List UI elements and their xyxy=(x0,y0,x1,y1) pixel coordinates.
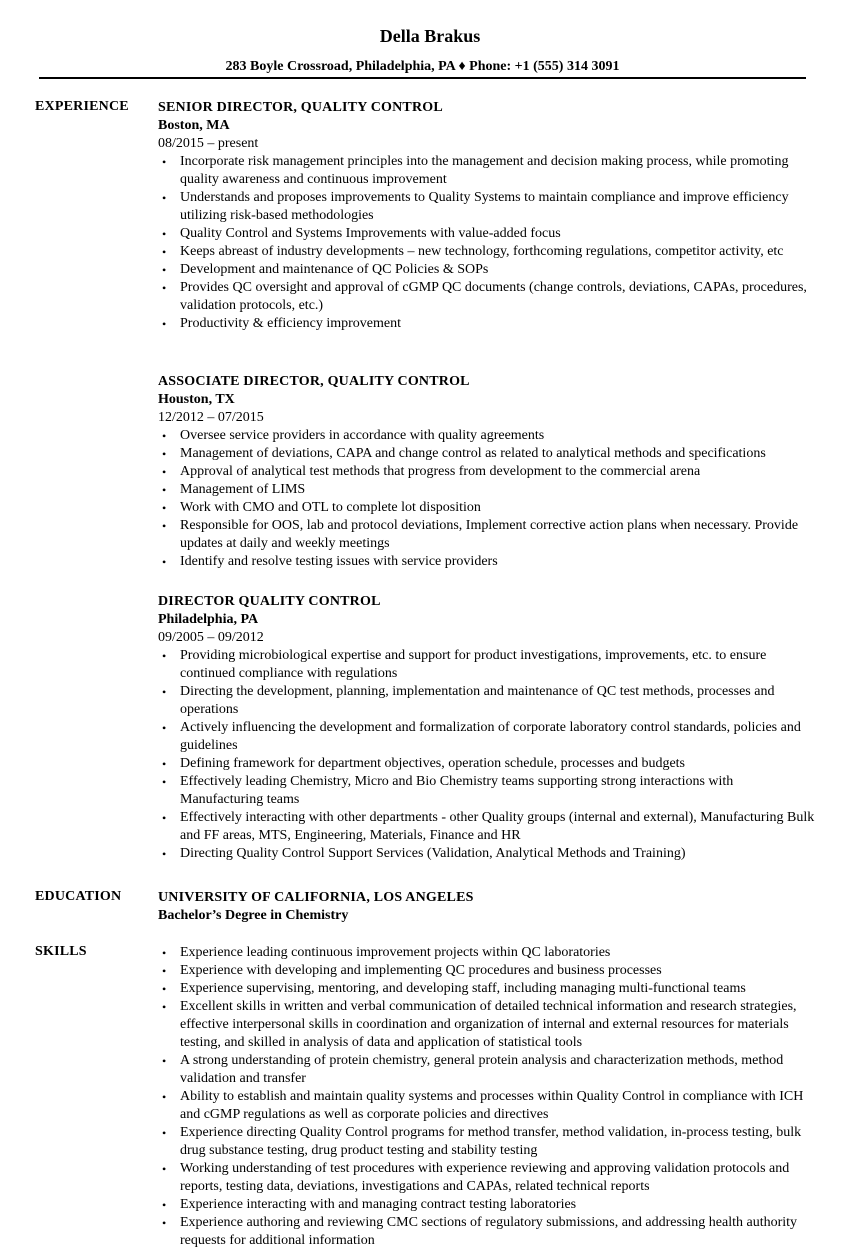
list-item: • Experience supervising, mentoring, and developing staff, including managing multi-functional teams xyxy=(158,980,818,998)
list-item: • Actively influencing the development and formalization of corporate laboratory control standards, policies and guidelines xyxy=(158,719,818,755)
list-item: • Experience authoring and reviewing CMC sections of regulatory submissions, and addressing health authority requests for additional information xyxy=(158,1214,818,1250)
list-item: • Defining framework for department objectives, operation schedule, processes and budgets xyxy=(158,755,818,773)
list-item: • Keeps abreast of industry developments – new technology, forthcoming regulations, competitor activity, etc xyxy=(158,243,818,261)
list-item: • Experience leading continuous improvement projects within QC laboratories xyxy=(158,944,818,962)
experience-entry xyxy=(158,99,818,333)
education-heading: EDUCATION xyxy=(35,889,122,904)
list-item: • Working understanding of test procedures with experience reviewing and approving validation protocols and reports, testing data, deviations, investigations and CAPAs, related technical reports xyxy=(158,1160,818,1196)
skills-entry xyxy=(158,944,818,1250)
job-dates: 08/2015 – present xyxy=(158,136,259,151)
list-item: • Oversee service providers in accordance with quality agreements xyxy=(158,427,818,445)
degree-name: Bachelor’s Degree in Chemistry xyxy=(158,908,349,923)
job-location: Houston, TX xyxy=(158,392,235,407)
list-item: • Understands and proposes improvements to Quality Systems to maintain compliance and improve efficiency utilizing risk-based methodologies xyxy=(158,189,818,225)
job-dates: 12/2012 – 07/2015 xyxy=(158,410,264,425)
job-title: ASSOCIATE DIRECTOR, QUALITY CONTROL xyxy=(158,374,470,389)
job-location: Boston, MA xyxy=(158,118,230,133)
list-item: • Directing Quality Control Support Services (Validation, Analytical Methods and Training) xyxy=(158,845,818,863)
list-item: • Effectively interacting with other departments - other Quality groups (internal and external), Manufacturing Bulk and FF areas, MTS, Engineering, Materials, Finance and HR xyxy=(158,809,818,845)
contact-line: 283 Boyle Crossroad, Philadelphia, PA ♦ Phone: +1 (555) 314 3091 xyxy=(225,59,620,74)
list-item: • Providing microbiological expertise and support for product investigations, improvements, etc. to ensure continued compliance with regulations xyxy=(158,647,818,683)
list-item: • Experience directing Quality Control programs for method transfer, method validation, in-process testing, bulk drug substance testing, drug product testing and stability testing xyxy=(158,1124,818,1160)
list-item: • Directing the development, planning, implementation and maintenance of QC test methods, processes and operations xyxy=(158,683,818,719)
skills-heading: SKILLS xyxy=(35,944,87,959)
list-item: • Responsible for OOS, lab and protocol deviations, Implement corrective action plans when necessary. Provide updates at daily and weekly meetings xyxy=(158,517,818,553)
list-item: • Identify and resolve testing issues with service providers xyxy=(158,553,818,571)
education-entry xyxy=(158,889,818,925)
job-title: SENIOR DIRECTOR, QUALITY CONTROL xyxy=(158,100,443,115)
list-item: • Work with CMO and OTL to complete lot disposition xyxy=(158,499,818,517)
job-location: Philadelphia, PA xyxy=(158,612,259,627)
candidate-name: Della Brakus xyxy=(379,26,481,46)
job-bullet-list xyxy=(158,647,818,863)
list-item: • Experience with developing and implementing QC procedures and business processes xyxy=(158,962,818,980)
list-item: • Productivity & efficiency improvement xyxy=(158,315,818,333)
experience-heading: EXPERIENCE xyxy=(35,99,129,114)
list-item: • Provides QC oversight and approval of cGMP QC documents (change controls, deviations, CAPAs, procedures, validation protocols, etc.) xyxy=(158,279,818,315)
job-dates: 09/2005 – 09/2012 xyxy=(158,630,264,645)
header-divider xyxy=(39,77,806,79)
list-item: • Management of deviations, CAPA and change control as related to analytical methods and specifications xyxy=(158,445,818,463)
experience-entry xyxy=(158,593,818,863)
list-item: • Approval of analytical test methods that progress from development to the commercial arena xyxy=(158,463,818,481)
skills-bullet-list xyxy=(158,944,818,1250)
list-item: • Excellent skills in written and verbal communication of detailed technical information and research strategies, effective interpersonal skills in coordination and organization of internal and external resources for materials testing, and skilled in analysis of data and application of statistical tools xyxy=(158,998,818,1052)
list-item: • Experience interacting with and managing contract testing laboratories xyxy=(158,1196,818,1214)
experience-entry xyxy=(158,373,818,571)
list-item: • Quality Control and Systems Improvements with value-added focus xyxy=(158,225,818,243)
job-title: DIRECTOR QUALITY CONTROL xyxy=(158,594,381,609)
job-bullet-list xyxy=(158,427,818,571)
list-item: • Development and maintenance of QC Policies & SOPs xyxy=(158,261,818,279)
list-item: • Management of LIMS xyxy=(158,481,818,499)
list-item: • Incorporate risk management principles into the management and decision making process, while promoting quality awareness and continuous improvement xyxy=(158,153,818,189)
list-item: • A strong understanding of protein chemistry, general protein analysis and characterization methods, method validation and transfer xyxy=(158,1052,818,1088)
school-name: UNIVERSITY OF CALIFORNIA, LOS ANGELES xyxy=(158,890,474,905)
list-item: • Ability to establish and maintain quality systems and processes within Quality Control in compliance with ICH and cGMP regulations as well as corporate policies and directives xyxy=(158,1088,818,1124)
job-bullet-list xyxy=(158,153,818,333)
list-item: • Effectively leading Chemistry, Micro and Bio Chemistry teams supporting strong interactions with Manufacturing teams xyxy=(158,773,818,809)
